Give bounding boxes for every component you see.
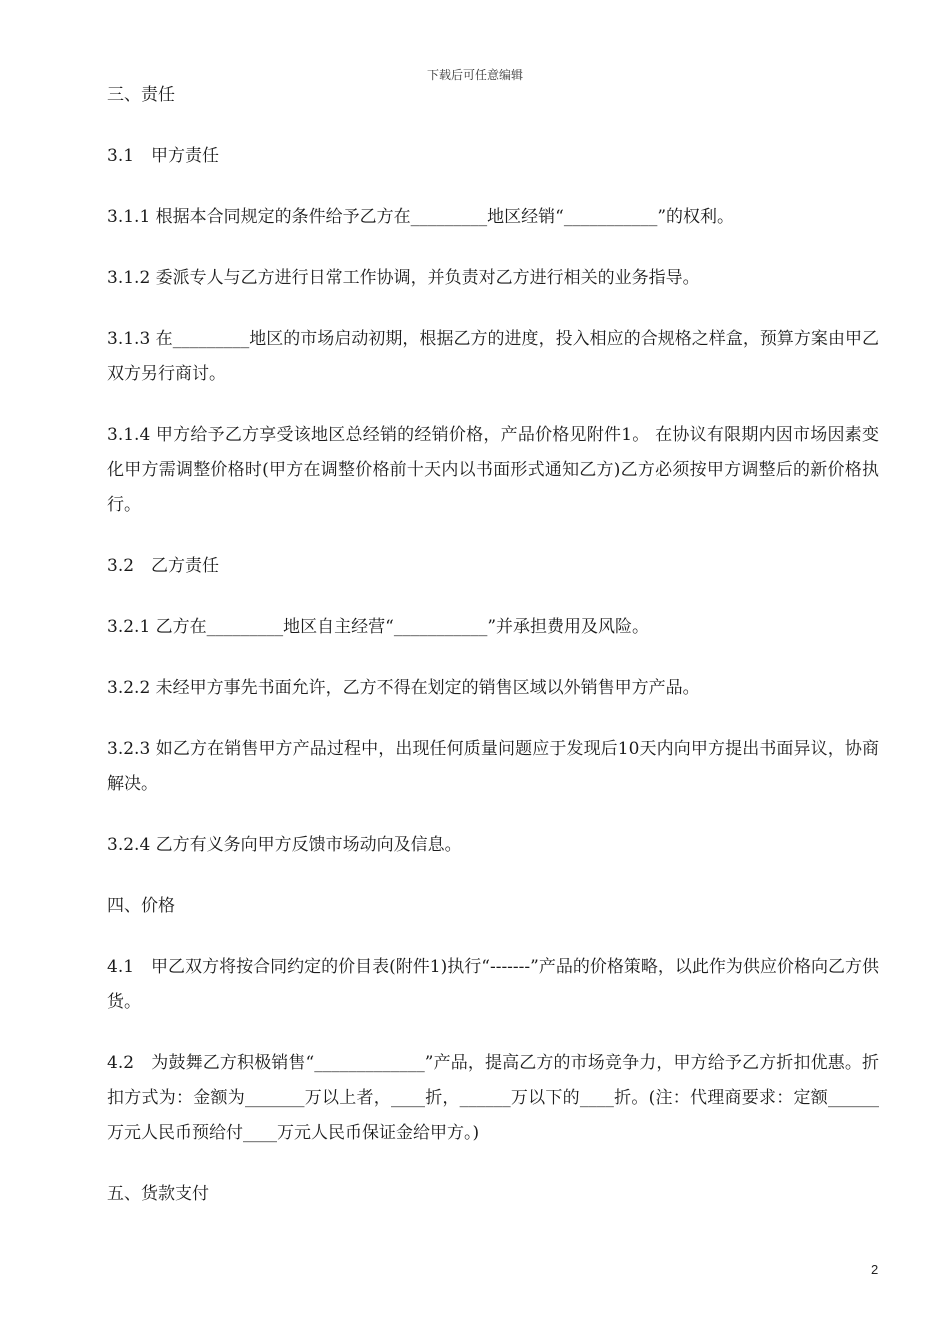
subsection-party-a-responsibility: 3.1 甲方责任 — [107, 146, 220, 166]
subsection-party-b-responsibility: 3.2 乙方责任 — [107, 556, 220, 576]
clause-3-2-1: 3.2.1 乙方在_________地区自主经营“___________”并承担费用及风险。 — [107, 617, 650, 637]
clause-3-1-1: 3.1.1 根据本合同规定的条件给予乙方在_________地区经销“___________”的权利。 — [107, 207, 735, 227]
section-heading-price: 四、价格 — [107, 896, 175, 916]
section-heading-payment: 五、货款支付 — [107, 1184, 209, 1204]
clause-4-2: 4.2 为鼓舞乙方积极销售“_____________”产品，提高乙方的市场竞争力，甲方给予乙方折扣优惠。折扣方式为：金额为_______万以上者，____折，______万以下的____折。(注：代理商要求：定额______万元人民币预给付____万元人民币保证金给甲方。) — [107, 1053, 879, 1143]
clause-3-1-3: 3.1.3 在_________地区的市场启动初期，根据乙方的进度，投入相应的合规格之样盒，预算方案由甲乙双方另行商讨。 — [107, 329, 879, 384]
document-body — [107, 78, 879, 1238]
clause-4-1: 4.1 甲乙双方将按合同约定的价目表(附件1)执行“-------”产品的价格策略，以此作为供应价格向乙方供货。 — [107, 957, 879, 1012]
clause-3-1-4: 3.1.4 甲方给予乙方享受该地区总经销的经销价格，产品价格见附件1。 在协议有限期内因市场因素变化甲方需调整价格时(甲方在调整价格前十天内以书面形式通知乙方)乙方必须按甲方调整后的新价格执行。 — [107, 425, 879, 515]
page-number: 2 — [871, 1262, 879, 1277]
section-heading-responsibility: 三、责任 — [107, 85, 175, 105]
clause-3-1-2: 3.1.2 委派专人与乙方进行日常工作协调，并负责对乙方进行相关的业务指导。 — [107, 268, 700, 288]
clause-3-2-4: 3.2.4 乙方有义务向甲方反馈市场动向及信息。 — [107, 835, 462, 855]
clause-3-2-3: 3.2.3 如乙方在销售甲方产品过程中，出现任何质量问题应于发现后10天内向甲方提出书面异议，协商解决。 — [107, 739, 879, 794]
clause-3-2-2: 3.2.2 未经甲方事先书面允许，乙方不得在划定的销售区域以外销售甲方产品。 — [107, 678, 700, 698]
header-note: 下载后可任意编辑 — [426, 68, 523, 82]
